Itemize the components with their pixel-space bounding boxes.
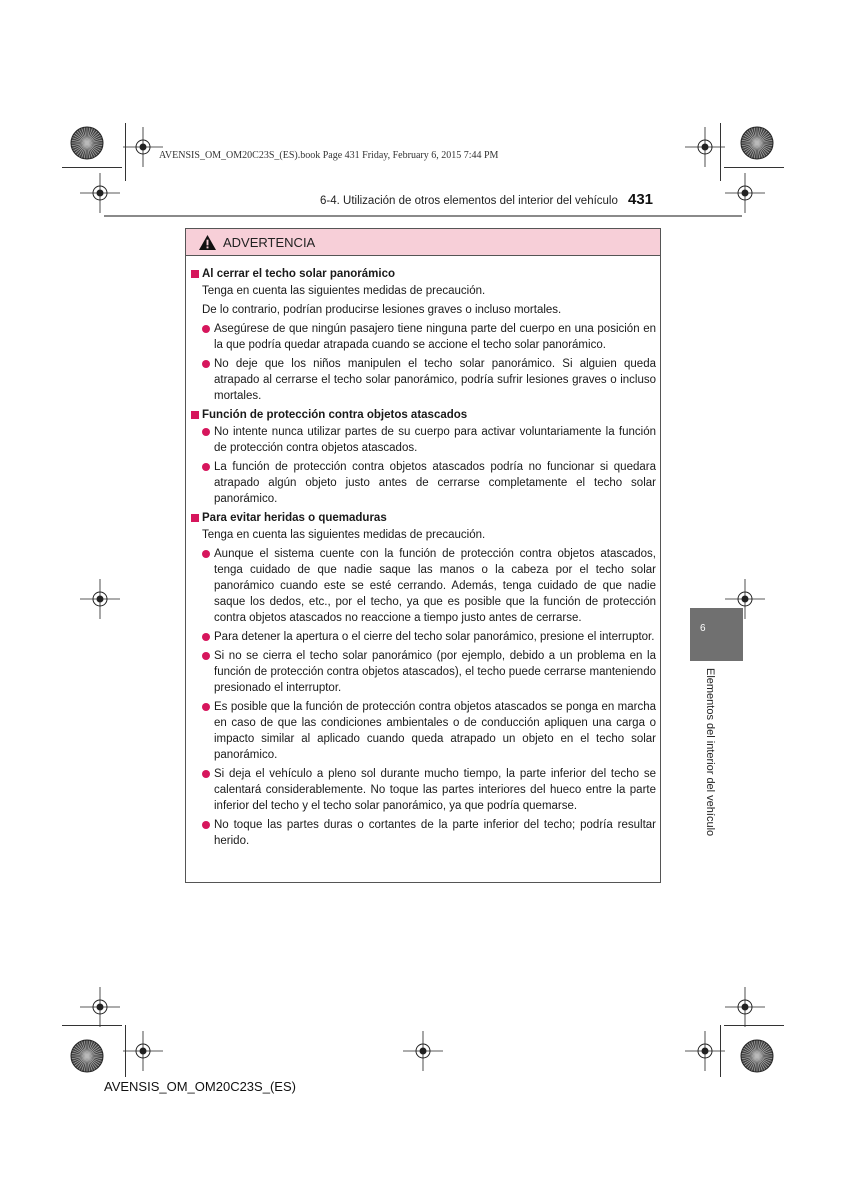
registration-crosshair-icon: [725, 987, 765, 1027]
bullet-text: Aunque el sistema cuente con la función de protección contra objetos atascados, tenga cuidado de que nadie saque las manos o la cabeza por el techo solar panorámico cuando este se esté cerrando. Además, tenga cuidado de que nadie saque los dedos, etc., por el techo, ya que es posible que la función de protección contra objetos atascados no reaccione a tiempo justo antes de cerrarse.: [214, 548, 656, 624]
crop-mark: [125, 123, 126, 181]
header-rule: [104, 215, 742, 217]
square-bullet-icon: [191, 514, 199, 522]
round-bullet-icon: [202, 703, 210, 711]
bullet-item: [186, 321, 660, 353]
round-bullet-icon: [202, 428, 210, 436]
paragraph: Tenga en cuenta las siguientes medidas de precaución.: [202, 529, 486, 541]
bullet-item: [186, 766, 660, 814]
round-bullet-icon: [202, 360, 210, 368]
round-bullet-icon: [202, 821, 210, 829]
bullet-item: [186, 459, 660, 507]
chapter-label: Elementos del interior del vehículo: [704, 668, 716, 837]
section-heading-text: Función de protección contra objetos atascados: [202, 409, 468, 421]
bullet-item: [186, 648, 660, 696]
print-info: AVENSIS_OM_OM20C23S_(ES).book Page 431 Friday, February 6, 2015 7:44 PM: [159, 150, 499, 161]
bullet-text: Para detener la apertura o el cierre del techo solar panorámico, presione el interruptor.: [214, 631, 655, 643]
bullet-item: [186, 356, 660, 404]
section-heading: [186, 266, 660, 282]
round-bullet-icon: [202, 770, 210, 778]
registration-crosshair-icon: [685, 1031, 725, 1071]
round-bullet-icon: [202, 550, 210, 558]
crop-mark: [125, 1025, 126, 1077]
warning-box: [185, 228, 661, 883]
bullet-item: [186, 817, 660, 849]
round-bullet-icon: [202, 325, 210, 333]
registration-crosshair-icon: [725, 173, 765, 213]
crop-mark: [724, 167, 784, 168]
round-bullet-icon: [202, 463, 210, 471]
section-heading-text: Al cerrar el techo solar panorámico: [202, 268, 396, 280]
warning-section: [186, 266, 660, 404]
bullet-item: [186, 424, 660, 456]
warning-section: [186, 510, 660, 849]
warning-content: [186, 263, 660, 852]
footer-code: AVENSIS_OM_OM20C23S_(ES): [104, 1079, 296, 1094]
bullet-item: [186, 629, 660, 645]
warning-triangle-icon: [198, 234, 217, 251]
registration-target-icon: [740, 1039, 774, 1073]
bullet-item: [186, 699, 660, 763]
warning-label: ADVERTENCIA: [223, 234, 316, 250]
warning-header: [186, 229, 660, 256]
round-bullet-icon: [202, 633, 210, 641]
section-heading: [186, 510, 660, 526]
bullet-text: Asegúrese de que ningún pasajero tiene ninguna parte del cuerpo en una posición en la que podría quedar atrapada cuando se accione el techo solar panorámico.: [214, 323, 656, 351]
registration-crosshair-icon: [685, 127, 725, 167]
bullet-text: No toque las partes duras o cortantes de la parte inferior del techo; podría resultar herido.: [214, 819, 656, 847]
registration-crosshair-icon: [403, 1031, 443, 1071]
registration-crosshair-icon: [80, 987, 120, 1027]
warning-section: [186, 407, 660, 507]
registration-crosshair-icon: [80, 173, 120, 213]
bullet-text: Si deja el vehículo a pleno sol durante mucho tiempo, la parte inferior del techo se calentará considerablemente. No toque las partes interiores del hueco entre la parte inferior del techo y el techo solar panorámico, ya que podría quemarse.: [214, 768, 656, 812]
bullet-item: [186, 546, 660, 626]
round-bullet-icon: [202, 652, 210, 660]
bullet-text: No deje que los niños manipulen el techo solar panorámico. Si alguien queda atrapado al cerrarse el techo solar panorámico, podría sufrir lesiones graves o incluso mortales.: [214, 358, 656, 402]
crop-mark: [724, 1025, 784, 1026]
registration-crosshair-icon: [123, 127, 163, 167]
crop-mark: [720, 1025, 721, 1077]
square-bullet-icon: [191, 270, 199, 278]
crop-mark: [62, 1025, 122, 1026]
bullet-text: La función de protección contra objetos atascados podría no funcionar si quedara atrapado algún objeto justo antes de cerrarse completamente el techo solar panorámico.: [214, 461, 656, 505]
registration-target-icon: [740, 126, 774, 160]
section-heading: [186, 407, 660, 423]
registration-target-icon: [70, 1039, 104, 1073]
chapter-number: 6: [700, 623, 706, 634]
bullet-text: Es posible que la función de protección contra objetos atascados se ponga en marcha en caso de que las condiciones ambientales o de conducción apliquen una carga o impacto similar al aplicado cuando queda atrapado un objeto en el techo solar panorámico.: [214, 701, 656, 761]
crop-mark: [720, 123, 721, 181]
paragraph: De lo contrario, podrían producirse lesiones graves o incluso mortales.: [202, 304, 562, 316]
section-title: 6-4. Utilización de otros elementos del interior del vehículo: [320, 195, 618, 207]
registration-target-icon: [70, 126, 104, 160]
chapter-tab: [690, 608, 743, 661]
registration-crosshair-icon: [123, 1031, 163, 1071]
bullet-text: No intente nunca utilizar partes de su cuerpo para activar voluntariamente la función de protección contra objetos atascados.: [214, 426, 656, 454]
bullet-text: Si no se cierra el techo solar panorámico (por ejemplo, debido a un problema en la función de protección contra objetos atascados), el techo puede cerrarse manteniendo presionado el interruptor.: [214, 650, 656, 694]
paragraph: Tenga en cuenta las siguientes medidas de precaución.: [202, 285, 486, 297]
section-heading-text: Para evitar heridas o quemaduras: [202, 512, 387, 524]
square-bullet-icon: [191, 411, 199, 419]
crop-mark: [62, 167, 122, 168]
page-number: 431: [628, 191, 654, 208]
registration-crosshair-icon: [80, 579, 120, 619]
